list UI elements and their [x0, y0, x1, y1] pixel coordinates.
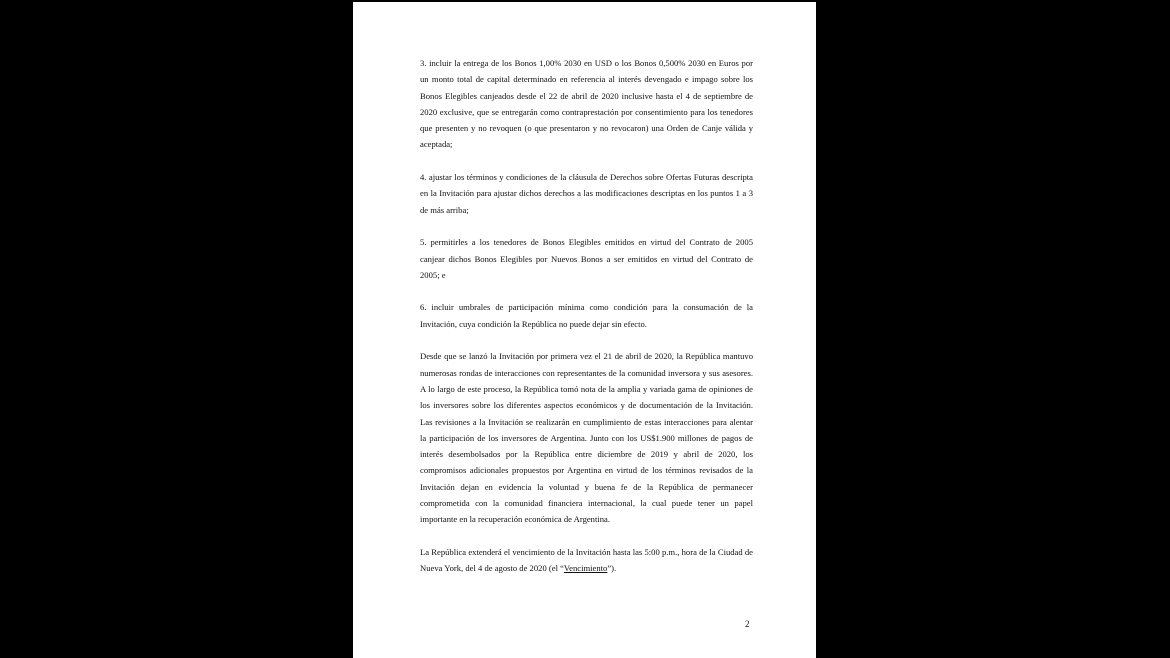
expiration-text-before: La República extenderá el vencimiento de la Invitación hasta las 5:00 p.m., hora de la Ciudad de Nueva York, del 4 de agosto de 2020 (el “	[420, 546, 753, 574]
expiration-defined-term: Vencimiento	[563, 563, 608, 574]
expiration-text-after: ”).	[607, 563, 617, 574]
document-body	[420, 55, 753, 577]
page-number: 2	[745, 619, 750, 629]
paragraph-invitation-summary: Desde que se lanzó la Invitación por primera vez el 21 de abril de 2020, la República mantuvo numerosas rondas de interacciones con representantes de la comunidad inversora y sus asesores. A lo largo de este proceso, la República tomó nota de la amplia y variada gama de opiniones de los inversores sobre los diferentes aspectos económicos y de documentación de la Invitación. Las revisiones a la Invitación se realizarán en cumplimiento de estas interacciones para alentar la participación de los inversores de Argentina. Junto con los US$1.900 millones de pagos de interés desembolsados por la República entre diciembre de 2019 y abril de 2020, los compromisos adicionales propuestos por Argentina en virtud de los términos revisados de la Invitación dejan en evidencia la voluntad y buena fe de la República de permanecer comprometida con la comunidad financiera internacional, la cual puede tener un papel importante en la recuperación económica de Argentina.	[420, 351, 753, 525]
paragraph-item-3: 3. incluir la entrega de los Bonos 1,00% 2030 en USD o los Bonos 0,500% 2030 en Euros por un monto total de capital determinado en referencia al interés devengado e impago sobre los Bonos Elegibles canjeados desde el 22 de abril de 2020 inclusive hasta el 4 de septiembre de 2020 exclusive, que se entregarán como contraprestación por consentimiento para los tenedores que presenten y no revoquen (o que presentaron y no revocaron) una Orden de Canje válida y aceptada;	[420, 58, 753, 150]
paragraph-item-4: 4. ajustar los términos y condiciones de la cláusula de Derechos sobre Ofertas Futuras descripta en la Invitación para ajustar dichos derechos a las modificaciones descriptas en los puntos 1 a 3 de más arriba;	[420, 172, 753, 215]
paragraph-expiration	[420, 544, 753, 577]
paragraph-item-5: 5. permitirles a los tenedores de Bonos Elegibles emitidos en virtud del Contrato de 2005 canjear dichos Bonos Elegibles por Nuevos Bonos a ser emitidos en virtud del Contrato de 2005; e	[420, 237, 753, 280]
document-page	[353, 2, 816, 658]
paragraph-item-6: 6. incluir umbrales de participación mínima como condición para la consumación de la Invitación, cuya condición la República no puede dejar sin efecto.	[420, 302, 753, 329]
